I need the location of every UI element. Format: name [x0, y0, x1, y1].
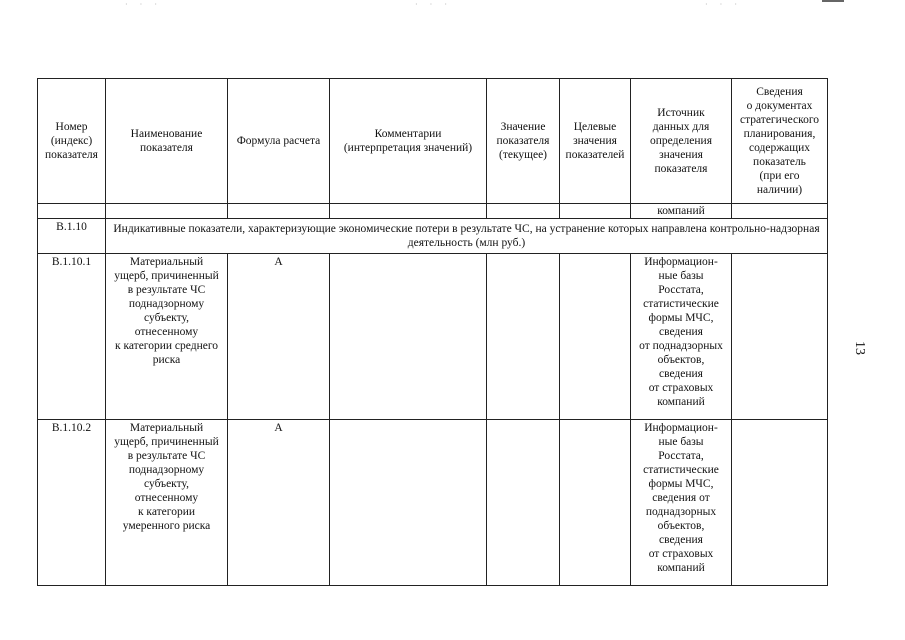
- header-formula: Формула расчета: [228, 79, 330, 204]
- section-number: В.1.10: [38, 219, 106, 254]
- row-data-source: Информацион- ные базы Росстата, статистические формы МЧС, сведения от поднадзорных объектов, сведения от страховых компаний: [631, 254, 732, 420]
- row-name: Материальный ущерб, причиненный в результате ЧС поднадзорному субъекту, отнесенному к категории среднего риска: [106, 254, 228, 420]
- scan-mark: · · ·: [415, 0, 452, 9]
- row-strategic-docs: [732, 420, 828, 586]
- continuation-source: компаний: [631, 204, 732, 219]
- row-strategic-docs: [732, 254, 828, 420]
- row-number: В.1.10.1: [38, 254, 106, 420]
- header-name: Наименование показателя: [106, 79, 228, 204]
- section-row: [38, 219, 828, 254]
- continuation-row: [38, 204, 828, 219]
- header-data-source: Источник данных для определения значения показателя: [631, 79, 732, 204]
- page-number: 13: [852, 341, 867, 355]
- scan-corner-mark: [822, 0, 844, 2]
- table-header-row: [38, 79, 828, 204]
- row-formula: А: [228, 420, 330, 586]
- header-comments: Комментарии (интерпретация значений): [330, 79, 487, 204]
- header-current-value: Значение показателя (текущее): [487, 79, 560, 204]
- header-strategic-docs: Сведения о документах стратегического планирования, содержащих показатель (при его наличии): [732, 79, 828, 204]
- scan-mark: · · ·: [705, 0, 742, 9]
- row-formula: А: [228, 254, 330, 420]
- section-title: Индикативные показатели, характеризующие экономические потери в результате ЧС, на устранение которых направлена контрольно-надзорная деятельность (млн руб.): [106, 219, 828, 254]
- row-target-value: [560, 254, 631, 420]
- row-name: Материальный ущерб, причиненный в результате ЧС поднадзорному субъекту, отнесенному к категории умеренного риска: [106, 420, 228, 586]
- row-current-value: [487, 420, 560, 586]
- row-comment: [330, 420, 487, 586]
- header-target-values: Целевые значения показателей: [560, 79, 631, 204]
- table-row: [38, 420, 828, 586]
- row-data-source: Информацион- ные базы Росстата, статистические формы МЧС, сведения от поднадзорных объектов, сведения от страховых компаний: [631, 420, 732, 586]
- scan-mark: · · ·: [125, 0, 162, 9]
- table-row: [38, 254, 828, 420]
- row-target-value: [560, 420, 631, 586]
- indicator-table: [37, 78, 828, 586]
- header-number: Номер (индекс) показателя: [38, 79, 106, 204]
- row-number: В.1.10.2: [38, 420, 106, 586]
- row-current-value: [487, 254, 560, 420]
- row-comment: [330, 254, 487, 420]
